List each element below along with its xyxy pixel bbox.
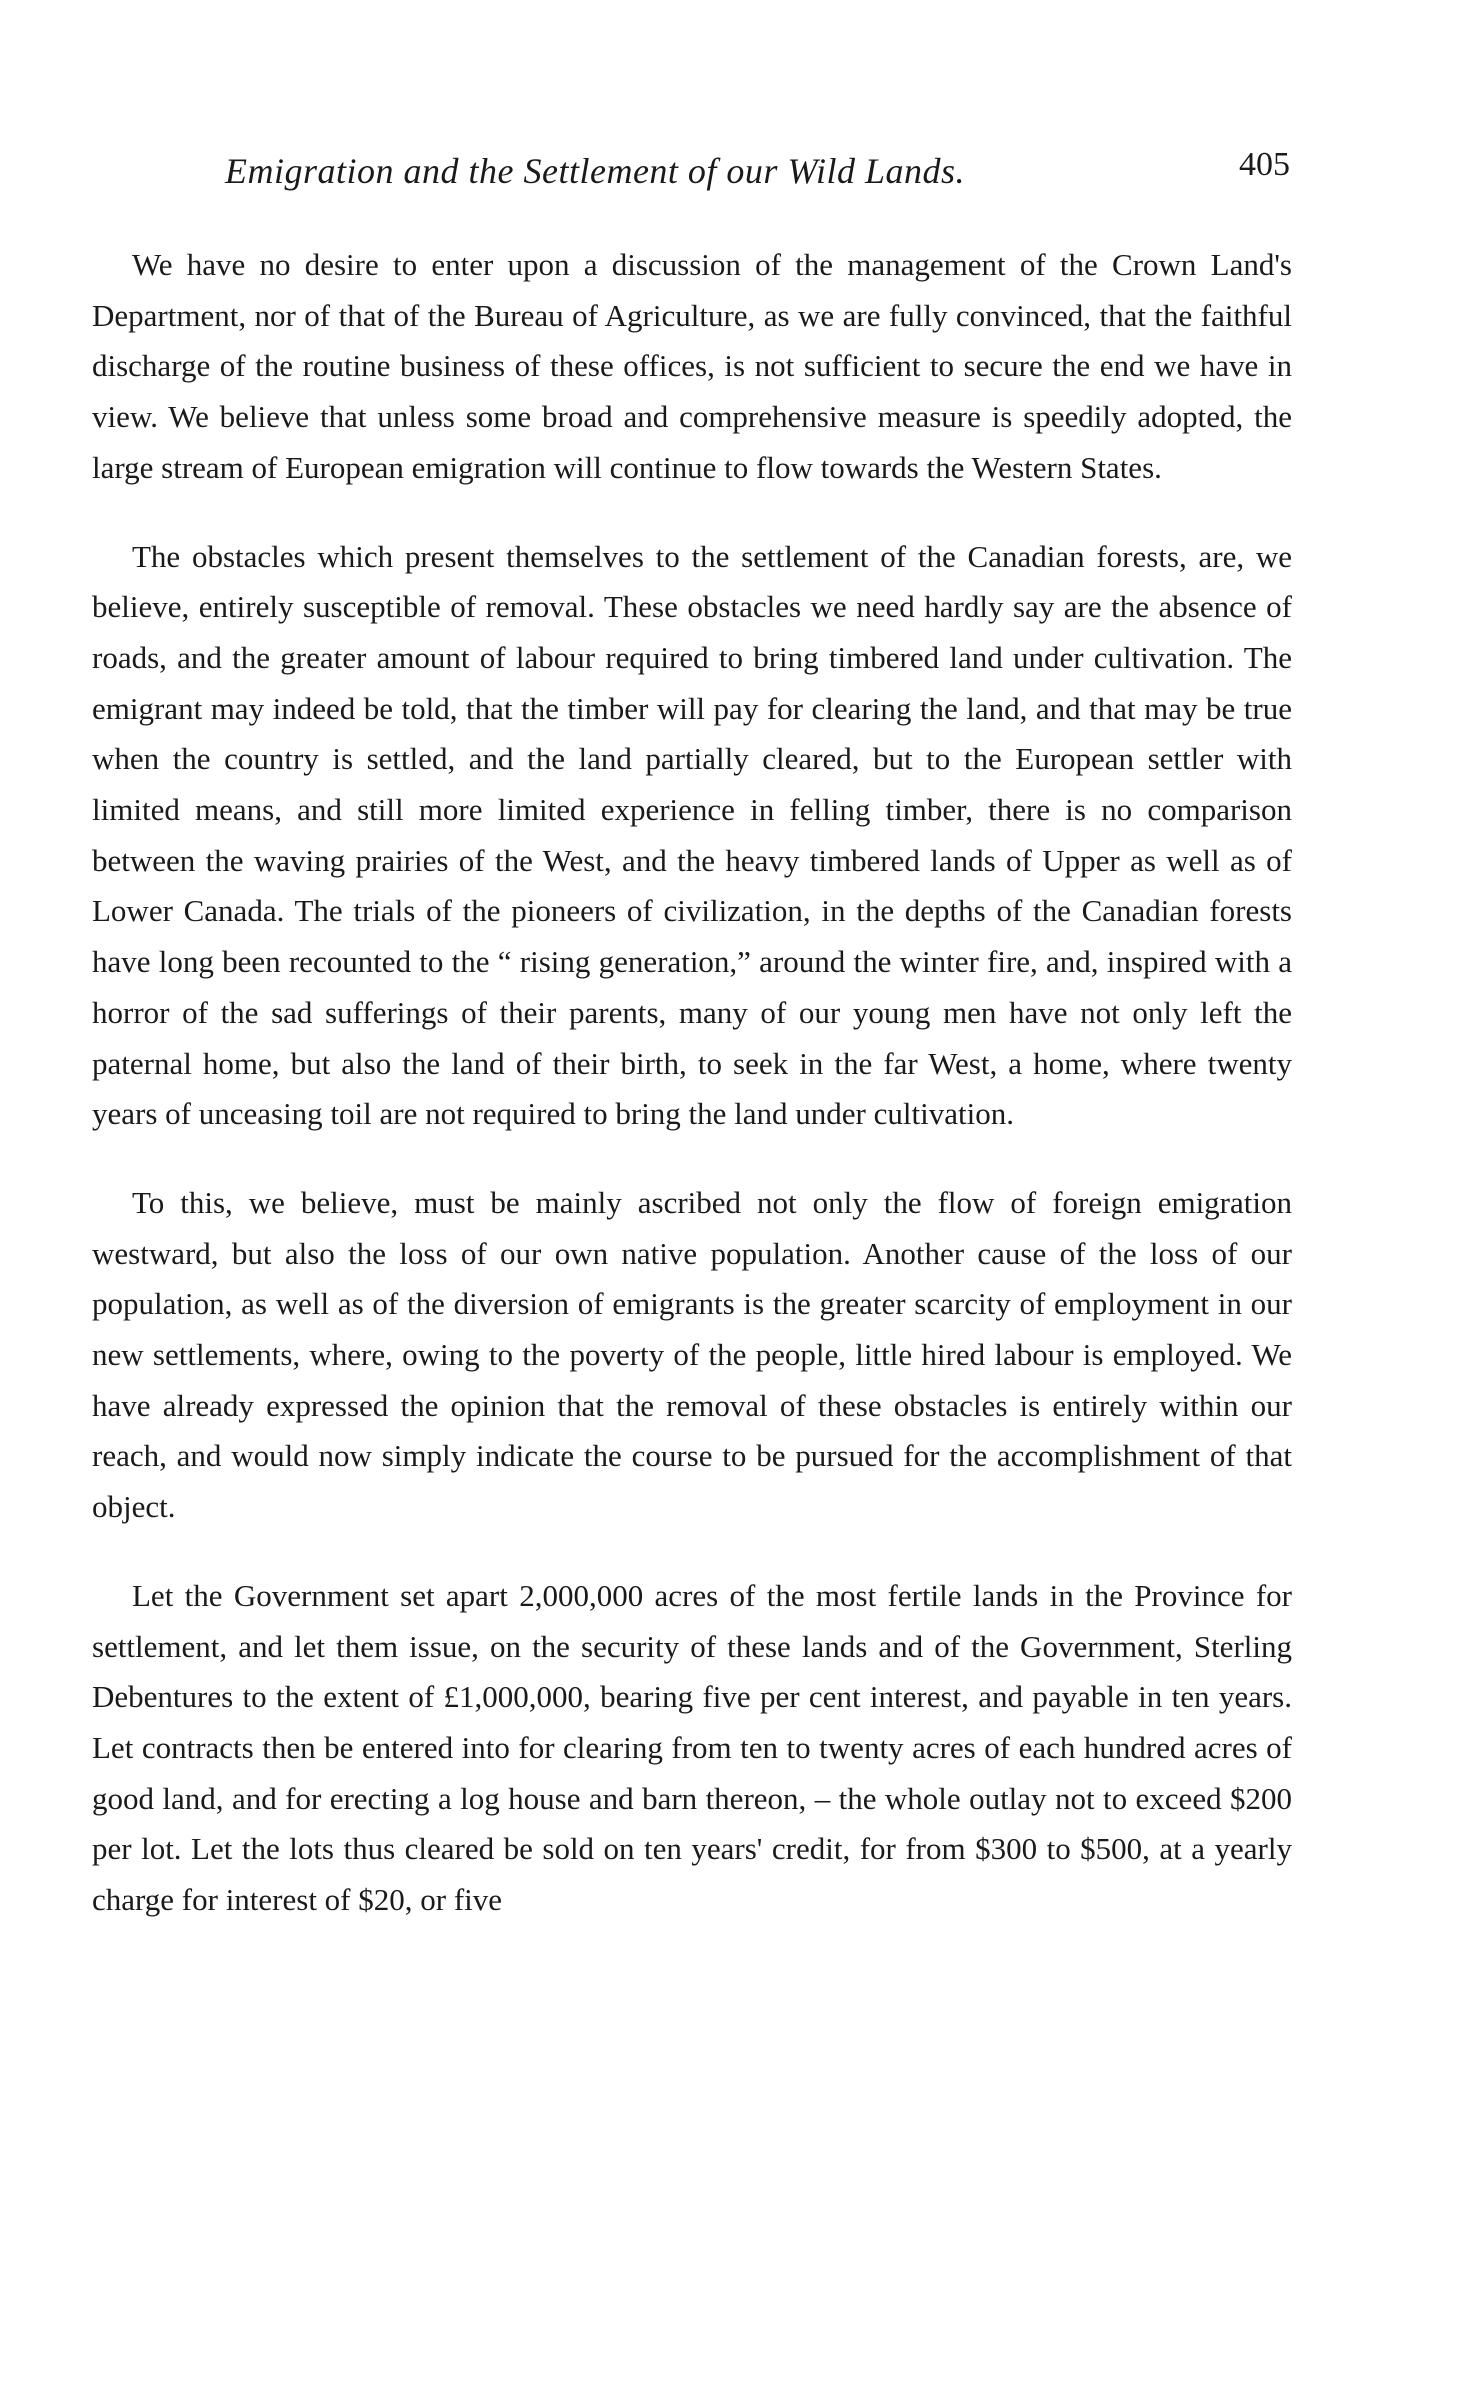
paragraph-government-proposal: Let the Government set apart 2,000,000 acres of the most fertile lands in the Province for settlement, and let them issue, on the security of these lands and of the Government, Sterling Debentures to the extent of £1,000,000, bearing five per cent interest, and payable in ten years. Let contracts then be entered into for clearing from ten to twenty acres of each hundred acres of good land, and for erecting a log house and barn thereon, – the whole outlay not to exceed $200 per lot. Let the lots thus cleared be sold on ten years' credit, for from $300 to $500, at a yearly charge for interest of $20, or five	[92, 1577, 1292, 1918]
paragraph-land-department: We have no desire to enter upon a discussion of the management of the Crown Land's Department, nor of that of the Bureau of Agriculture, as we are fully convinced, that the faithful discharge of the routine business of these offices, is not sufficient to secure the end we have in view. We believe that unless some broad and comprehensive measure is speedily adopted, the large stream of European emigration will continue to flow towards the Western States.	[92, 247, 1292, 485]
body-text	[92, 240, 1292, 1926]
paragraph-obstacles: The obstacles which present themselves to the settlement of the Canadian forests, are, we believe, entirely susceptible of removal. These obstacles we need hardly say are the absence of roads, and the greater amount of labour required to bring timbered land under cultivation. The emigrant may indeed be told, that the timber will pay for clearing the land, and that may be true when the country is settled, and the land partially cleared, but to the European settler with limited means, and still more limited experience in felling timber, there is no comparison between the waving prairies of the West, and the heavy timbered lands of Upper as well as of Lower Canada. The trials of the pioneers of civilization, in the depths of the Canadian forests have long been recounted to the “ rising generation,” around the winter fire, and, inspired with a horror of the sad sufferings of their parents, many of our young men have not only left the paternal home, but also the land of their birth, to seek in the far West, a home, where twenty years of unceasing toil are not required to bring the land under cultivation.	[92, 538, 1292, 1132]
paragraph-emigration-westward: To this, we believe, must be mainly ascribed not only the flow of foreign emigration westward, but also the loss of our own native population. Another cause of the loss of our population, as well as of the diversion of emigrants is the greater scarcity of employment in our new settlements, where, owing to the poverty of the people, little hired labour is employed. We have already expressed the opinion that the removal of these obstacles is entirely within our reach, and would now simply indicate the course to be pursued for the accomplishment of that object.	[92, 1184, 1292, 1525]
running-head	[95, 146, 1290, 210]
page-number: 405	[1239, 146, 1290, 183]
running-title: Emigration and the Settlement of our Wild Lands.	[225, 151, 965, 191]
